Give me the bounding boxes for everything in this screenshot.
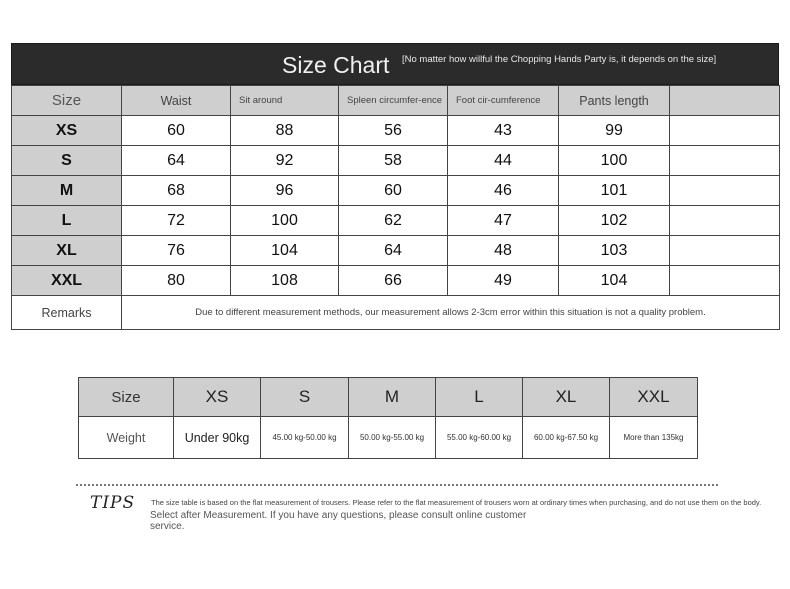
length-cell: 100: [559, 146, 670, 176]
remarks-label: Remarks: [12, 296, 122, 330]
sit-cell: 104: [231, 236, 339, 266]
spleen-cell: 66: [339, 266, 448, 296]
spleen-cell: 56: [339, 116, 448, 146]
table-row: [12, 176, 780, 206]
length-cell: 101: [559, 176, 670, 206]
weight-cell: More than 135kg: [610, 417, 698, 459]
header-waist: Waist: [122, 86, 231, 116]
size-chart-title: Size Chart: [282, 52, 390, 78]
waist-cell: 80: [122, 266, 231, 296]
size-cell: L: [12, 206, 122, 236]
foot-cell: 44: [448, 146, 559, 176]
length-cell: 99: [559, 116, 670, 146]
weight-header-row: [79, 378, 698, 417]
foot-cell: 49: [448, 266, 559, 296]
sit-cell: 96: [231, 176, 339, 206]
weight-label: Weight: [79, 417, 174, 459]
empty-cell: [670, 176, 780, 206]
waist-cell: 68: [122, 176, 231, 206]
size-chart-grid: [11, 85, 780, 330]
sit-cell: 108: [231, 266, 339, 296]
size-cell: XL: [12, 236, 122, 266]
waist-cell: 64: [122, 146, 231, 176]
foot-cell: 46: [448, 176, 559, 206]
length-cell: 102: [559, 206, 670, 236]
table-row: [12, 146, 780, 176]
tips-text-line1: The size table is based on the flat measurement of trousers. Please refer to the flat measurement of trousers worn at ordinary times when purchasing, and do not use them on the body.: [151, 498, 762, 507]
weight-cell: 50.00 kg-55.00 kg: [349, 417, 436, 459]
weight-header-s: S: [261, 378, 349, 417]
size-chart-table: [11, 43, 779, 330]
header-spleen-circumference: Spleen circumfer-ence: [339, 86, 448, 116]
table-row: [12, 116, 780, 146]
table-row: [12, 206, 780, 236]
weight-cell: Under 90kg: [174, 417, 261, 459]
spleen-cell: 62: [339, 206, 448, 236]
weight-header-xs: XS: [174, 378, 261, 417]
header-foot-circumference: Foot cir-cumference: [448, 86, 559, 116]
empty-cell: [670, 236, 780, 266]
empty-cell: [670, 146, 780, 176]
remarks-row: [12, 296, 780, 330]
weight-header-size: Size: [79, 378, 174, 417]
weight-cell: 45.00 kg-50.00 kg: [261, 417, 349, 459]
empty-cell: [670, 206, 780, 236]
header-pants-length: Pants length: [559, 86, 670, 116]
tips-divider: [76, 484, 718, 486]
size-chart-title-bar: [11, 43, 779, 85]
spleen-cell: 60: [339, 176, 448, 206]
weight-header-xl: XL: [523, 378, 610, 417]
length-cell: 104: [559, 266, 670, 296]
foot-cell: 43: [448, 116, 559, 146]
weight-cell: 55.00 kg-60.00 kg: [436, 417, 523, 459]
sit-cell: 88: [231, 116, 339, 146]
waist-cell: 76: [122, 236, 231, 266]
empty-cell: [670, 116, 780, 146]
weight-grid: [78, 377, 698, 459]
spleen-cell: 64: [339, 236, 448, 266]
size-cell: M: [12, 176, 122, 206]
table-row: [12, 266, 780, 296]
size-cell: XXL: [12, 266, 122, 296]
waist-cell: 60: [122, 116, 231, 146]
remarks-text: Due to different measurement methods, our measurement allows 2-3cm error within this situation is not a quality problem.: [122, 296, 780, 330]
length-cell: 103: [559, 236, 670, 266]
empty-cell: [670, 266, 780, 296]
header-sit-around: Sit around: [231, 86, 339, 116]
tips-text-line2: Select after Measurement. If you have any questions, please consult online customer service.: [150, 510, 527, 532]
table-row: [12, 236, 780, 266]
header-row: [12, 86, 780, 116]
size-cell: XS: [12, 116, 122, 146]
weight-cell: 60.00 kg-67.50 kg: [523, 417, 610, 459]
foot-cell: 47: [448, 206, 559, 236]
weight-row: [79, 417, 698, 459]
header-empty: [670, 86, 780, 116]
sit-cell: 92: [231, 146, 339, 176]
weight-header-l: L: [436, 378, 523, 417]
tips-logo: TIPS: [90, 493, 136, 513]
sit-cell: 100: [231, 206, 339, 236]
spleen-cell: 58: [339, 146, 448, 176]
size-chart-note: [No matter how willful the Chopping Hands Party is, it depends on the size]: [402, 54, 717, 65]
weight-header-xxl: XXL: [610, 378, 698, 417]
size-cell: S: [12, 146, 122, 176]
header-size: Size: [12, 86, 122, 116]
weight-header-m: M: [349, 378, 436, 417]
waist-cell: 72: [122, 206, 231, 236]
weight-table: [78, 377, 697, 459]
foot-cell: 48: [448, 236, 559, 266]
